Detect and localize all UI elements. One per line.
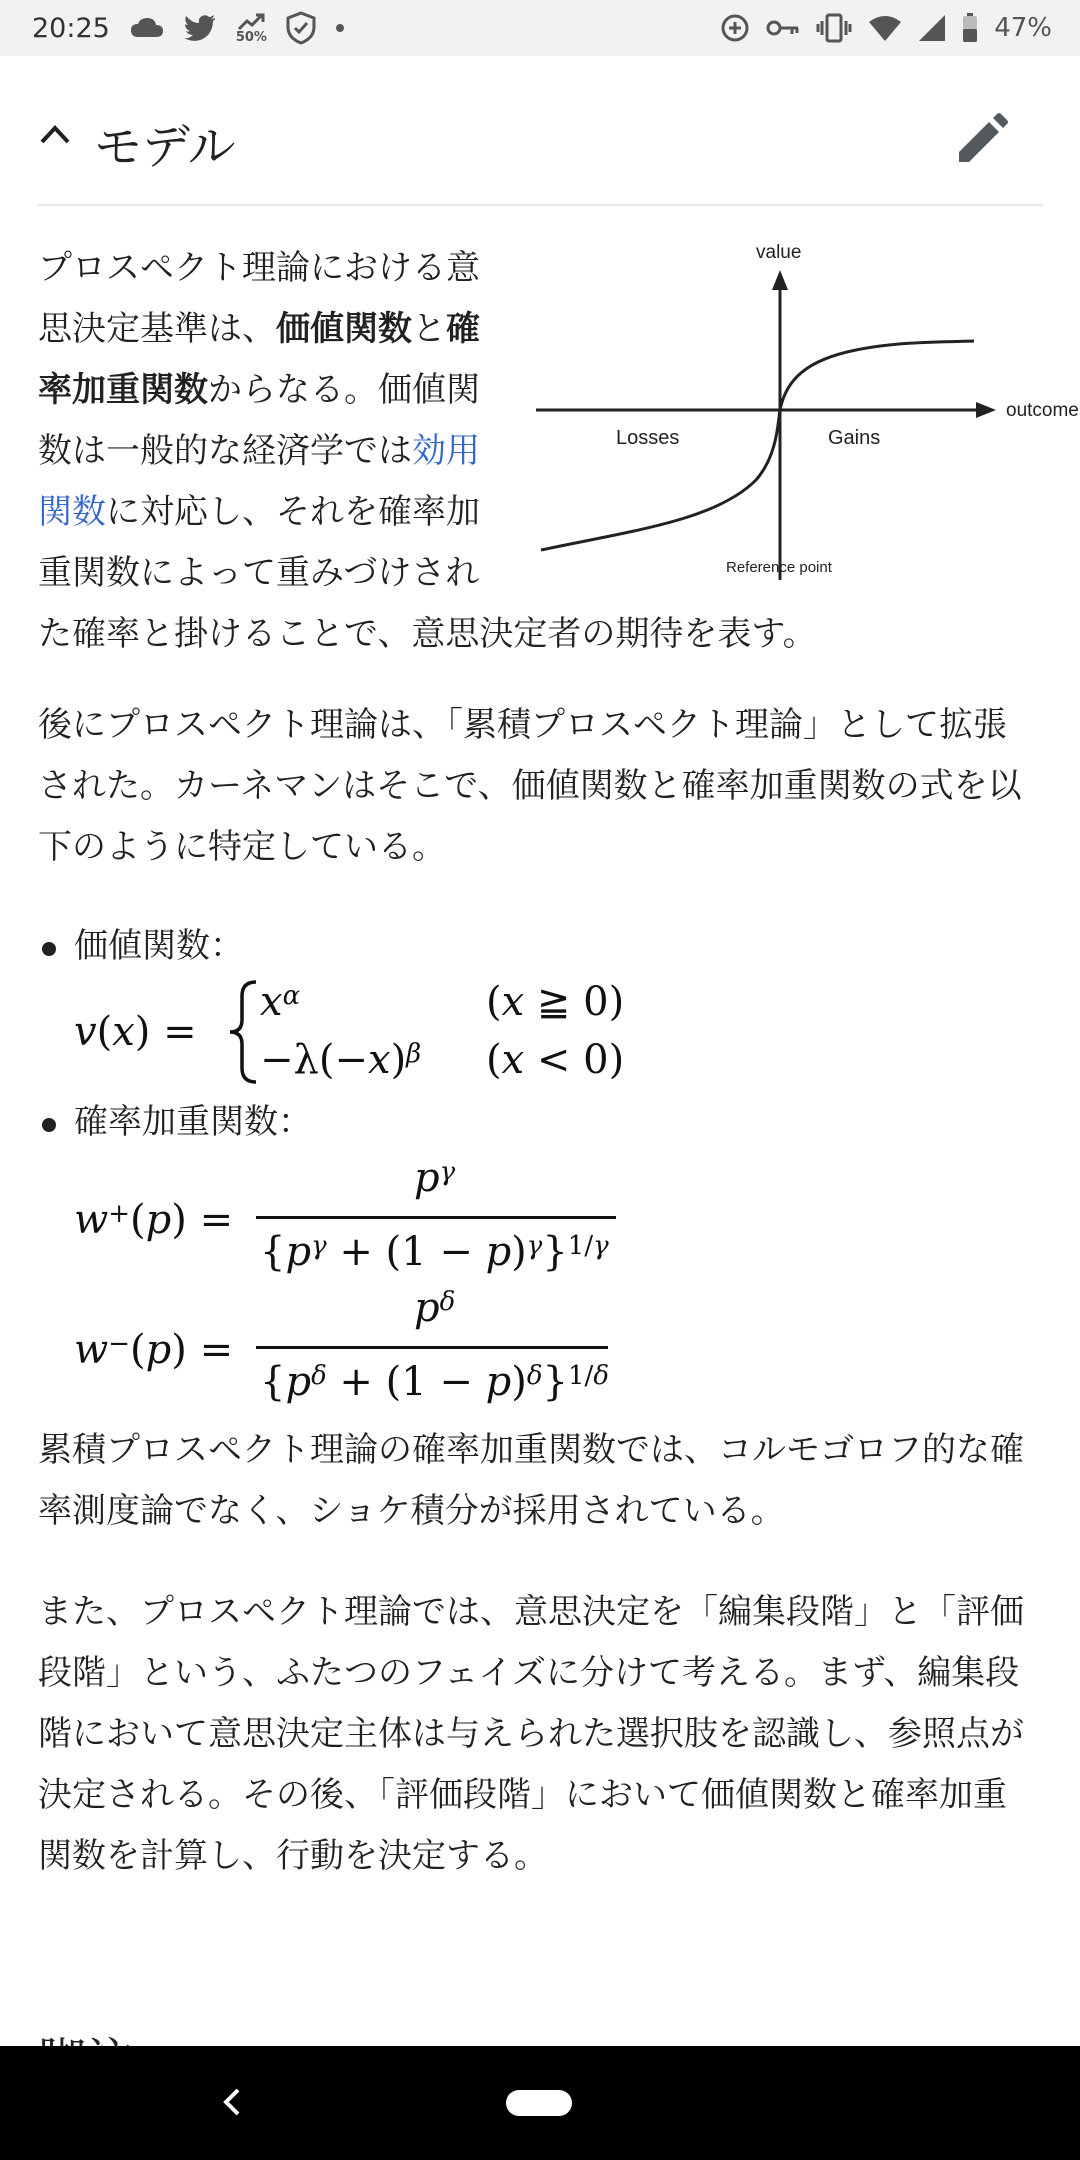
section-header[interactable] (38, 96, 1043, 206)
bullet-dot (42, 1118, 56, 1132)
y-axis-label: value (756, 242, 802, 263)
chevron-up-icon[interactable] (38, 118, 72, 152)
reference-point-label: Reference point (726, 559, 832, 576)
cloud-icon (130, 17, 164, 39)
paragraph-4: また、プロスペクト理論では、意思決定を「編集段階」と「評価段階」という、ふたつのフェイズに分けて考える。まず、編集段階において意思決定主体は与えられた選択肢を認識し、参照点が決定される。その後、「評価段階」において価値関数と確率加重関数を計算し、行動を決定する。 (38, 1592, 1024, 1876)
gains-label: Gains (828, 427, 881, 449)
clock: 20:25 (32, 12, 110, 44)
navigation-bar (0, 2046, 1080, 2160)
bold-term-weight-function: 確率加重関数 (38, 309, 480, 410)
data-saver-label: 50% (235, 29, 267, 45)
home-pill-icon[interactable] (506, 2090, 572, 2116)
y-axis-arrow (772, 270, 788, 290)
vibrate-icon (816, 13, 852, 43)
battery-icon (962, 13, 978, 43)
losses-label: Losses (616, 427, 680, 449)
bold-term-value-function: 価値関数 (276, 309, 412, 349)
dot-icon (335, 23, 345, 33)
utility-function-link[interactable]: 効用関数 (38, 431, 480, 532)
text-span: プロスペクト理論における意思決定基準は、 (38, 248, 480, 349)
value-function-formula: v(x) = $x^\alpha$ $-\lambda(-x)^\beta$ (x ≧ 0) (x < 0) (74, 974, 1038, 1094)
pencil-icon[interactable] (953, 112, 1009, 172)
next-section-heading[interactable] (38, 2022, 134, 2046)
prospect-value-figure (516, 230, 1079, 590)
value-function-label: 価値関数： (74, 926, 244, 966)
data-saver-icon (236, 13, 267, 44)
left-brace (226, 978, 260, 1086)
wifi-icon (868, 14, 902, 42)
battery-percent: 47% (994, 13, 1052, 43)
list-item (38, 1094, 1038, 1410)
status-bar (0, 0, 1080, 56)
back-icon[interactable] (218, 2082, 246, 2126)
paragraph-2: 後にプロスペクト理論は、「累積プロスペクト理論」として拡張された。カーネマンはそこで、価値関数と確率加重関数の式を以下のように特定している。 (38, 705, 1022, 867)
x-axis-label: outcome (1006, 400, 1079, 421)
twitter-icon (184, 15, 216, 41)
weight-function-plus-formula: w+(p) = $p^\gamma$ $\{p^\gamma + (1 - p)^\gamma\}^{1/\gamma}$ (74, 1150, 1038, 1280)
formula-list (38, 918, 1038, 1410)
text-span: と (412, 309, 446, 349)
list-item (38, 918, 1038, 1094)
x-axis-arrow (976, 402, 996, 418)
article-content (38, 238, 1079, 1915)
add-circle-icon (720, 13, 750, 43)
value-function-graph (516, 230, 1079, 590)
text-span: からなる。価値関数は一般的な経済学では (38, 370, 480, 471)
text-span: に対応し、それを確率加重関数によって重みづけされた確率と掛けることで、意思決定者の期待を表す。 (38, 492, 817, 654)
weight-function-minus-formula: w−(p) = $p^\delta$ $\{p^\delta + (1 - p)^\delta\}^{1/\delta}$ (74, 1285, 609, 1405)
signal-icon (918, 14, 946, 42)
shield-check-icon (287, 12, 315, 44)
weight-function-label: 確率加重関数： (74, 1102, 312, 1142)
value-curve (541, 341, 974, 550)
bullet-dot (42, 942, 56, 956)
section-title: モデル (94, 119, 236, 175)
paragraph-3: 累積プロスペクト理論の確率加重関数では、コルモゴロフ的な確率測度論でなく、ショケ積分が採用されている。 (38, 1430, 1024, 1531)
key-icon (766, 17, 800, 39)
